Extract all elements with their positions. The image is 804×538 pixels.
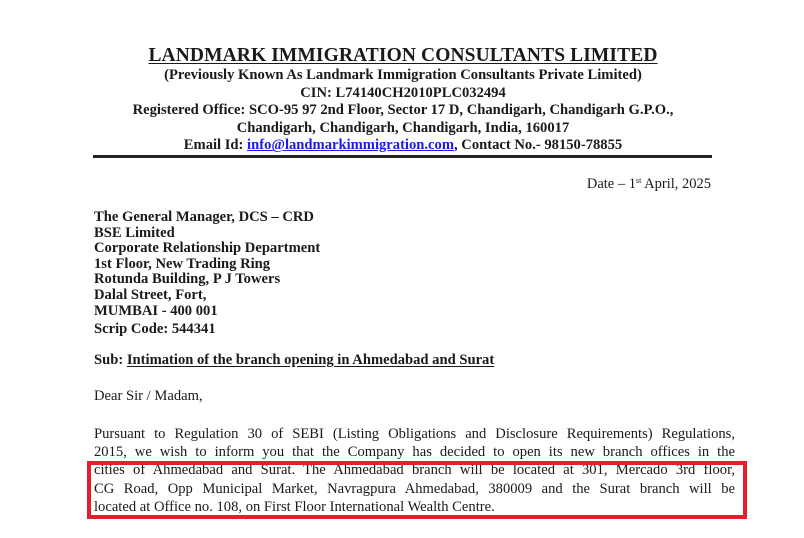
email-label: Email Id:: [183, 137, 248, 154]
body-line: cities of Ahmedabad and Surat. The Ahmedabad branch will be located at 301, Mercado 3rd floor,: [94, 462, 735, 479]
date-ordinal: st: [635, 176, 642, 185]
contact-line: [93, 137, 713, 155]
body-line: 2015, we wish to inform you that the Company has decided to open its new branch offices in the: [94, 444, 735, 461]
addressee-line: Rotunda Building, P J Towers: [94, 271, 281, 288]
company-name: LANDMARK IMMIGRATION CONSULTANTS LIMITED: [148, 45, 658, 66]
subject-line: [94, 352, 494, 369]
scrip-code: Scrip Code: 544341: [94, 321, 216, 338]
addressee-block: [94, 210, 320, 338]
contact-number: , Contact No.- 98150-78855: [453, 137, 623, 154]
email-link[interactable]: info@landmarkimmigration.com: [247, 137, 454, 154]
registered-office-line2: Chandigarh, Chandigarh, Chandigarh, India, 160017: [236, 119, 570, 136]
registered-office-line1: Registered Office: SCO-95 97 2nd Floor, Sector 17 D, Chandigarh, Chandigarh G.P.O.,: [132, 102, 674, 119]
salutation: Dear Sir / Madam,: [94, 388, 203, 404]
addressee-line: Corporate Relationship Department: [94, 240, 321, 257]
body-line: located at Office no. 108, on First Floor International Wealth Centre.: [94, 498, 495, 515]
highlight-annotation-box: [87, 461, 747, 519]
addressee-line: Dalal Street, Fort,: [94, 286, 207, 303]
subject-text: Intimation of the branch opening in Ahmedabad and Surat: [126, 352, 495, 368]
cin-number: CIN: L74140CH2010PLC032494: [300, 84, 506, 101]
body-line: Pursuant to Regulation 30 of SEBI (Listing Obligations and Disclosure Requirements) Regulations,: [94, 426, 735, 442]
addressee-line: 1st Floor, New Trading Ring: [94, 255, 271, 272]
date-prefix: Date – 1: [586, 176, 636, 192]
letterhead: [93, 44, 713, 155]
previous-name: (Previously Known As Landmark Immigration Consultants Private Limited): [164, 67, 642, 83]
addressee-line: BSE Limited: [94, 224, 175, 241]
body-line: CG Road, Opp Municipal Market, Navragpura Ahmedabad, 380009 and the Surat branch will be: [94, 480, 735, 497]
addressee-line: The General Manager, DCS – CRD: [94, 209, 314, 225]
letter-date: [587, 176, 711, 193]
subject-label: Sub:: [94, 352, 127, 368]
header-divider: [93, 155, 712, 158]
date-rest: April, 2025: [641, 176, 711, 192]
addressee-line: MUMBAI - 400 001: [94, 302, 218, 319]
